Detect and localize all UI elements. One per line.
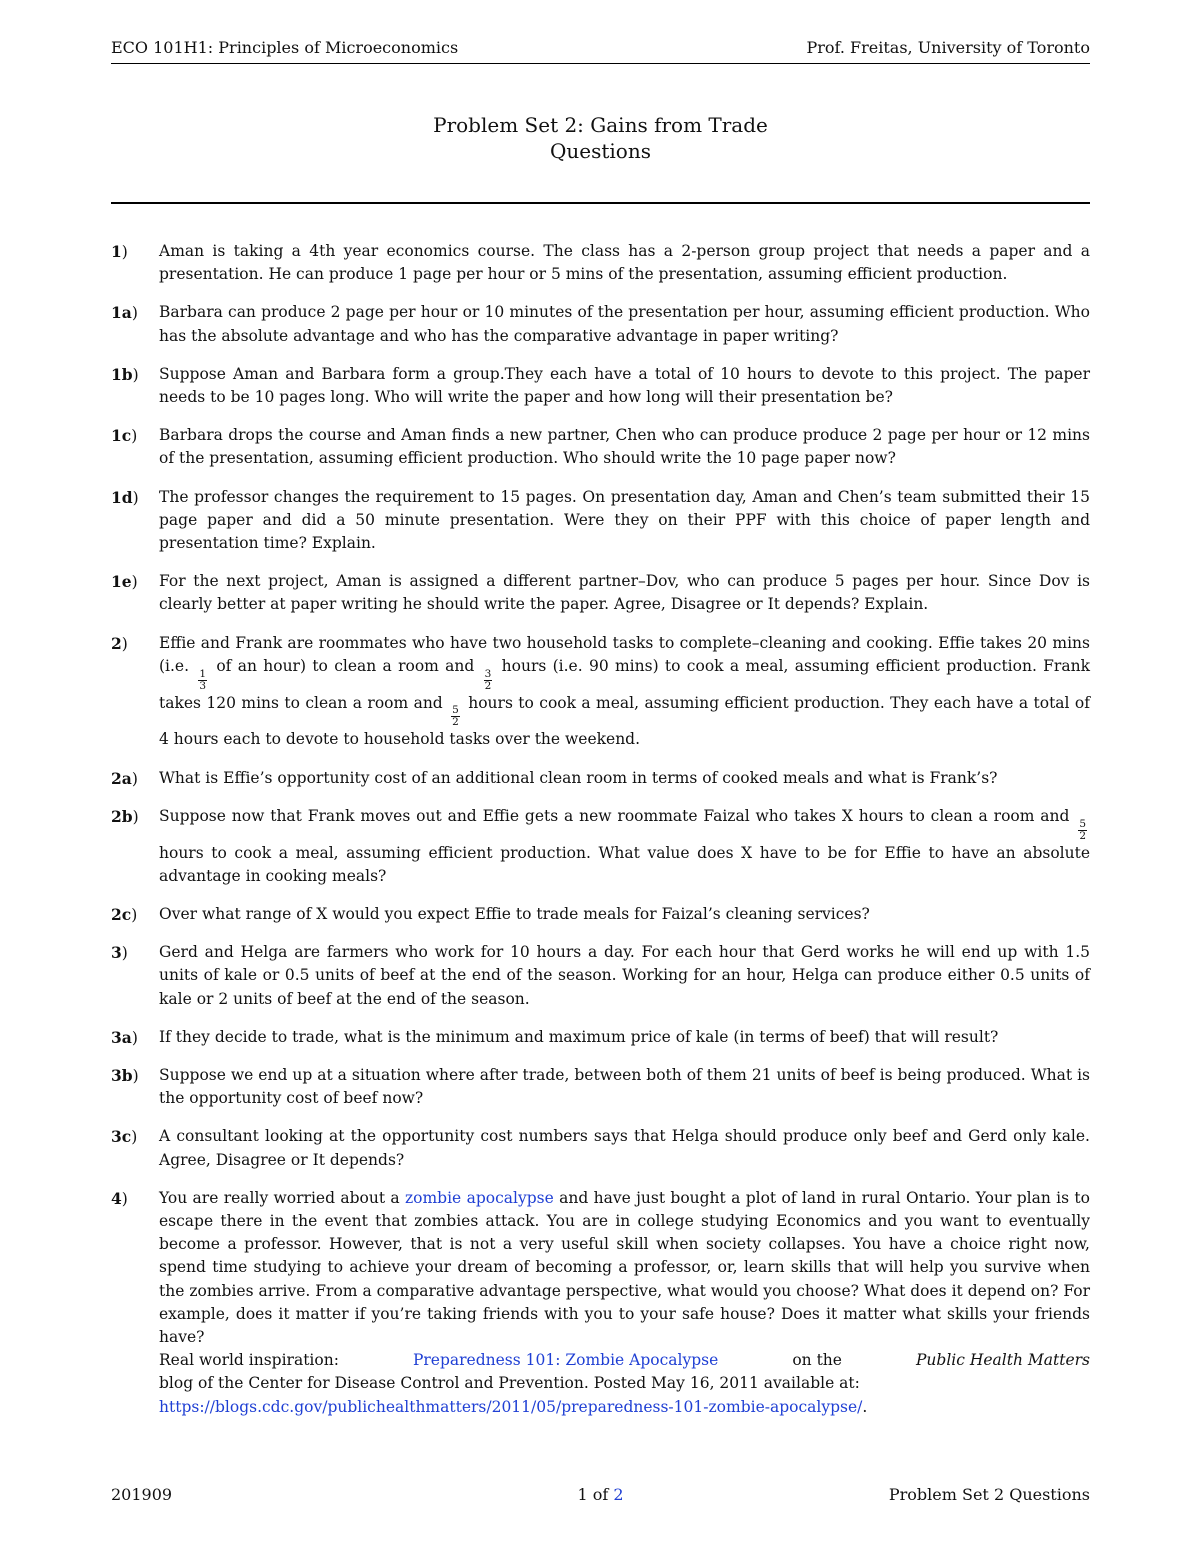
question-2a: [111, 767, 1090, 790]
question-text: A consultant looking at the opportunity cost numbers says that Helga should produce only beef and Gerd only kale. Agree, Disagree or It depends?: [159, 1127, 1090, 1169]
question-text: For the next project, Aman is assigned a different partner–Dov, who can produce 5 pages per hour. Since Dov is clearly better at paper writing he should write the paper. Agree, Disagree or It depends? Explain.: [159, 572, 1090, 614]
question-text: Suppose Aman and Barbara form a group.They each have a total of 10 hours to devote to this project. The paper needs to be 10 pages long. Who will write the paper and how long will their presentation be?: [159, 364, 1090, 407]
header-rule: [111, 63, 1090, 64]
question-number: 3): [111, 943, 128, 963]
question-number: 2b): [111, 806, 139, 826]
question-1: [111, 240, 1090, 286]
fraction-one-third: $\frac{1}{3}$: [199, 667, 207, 692]
footer-doc-title: Problem Set 2 Questions: [888, 1485, 1090, 1504]
question-number: 2c): [111, 904, 138, 924]
question-number: 4): [111, 1188, 128, 1208]
question-text-part: Suppose now that Frank moves out and Effie gets a new roommate Faizal who takes X hours to clean a room and: [159, 806, 1070, 825]
zombie-apocalypse-link[interactable]: zombie apocalypse: [404, 1188, 554, 1207]
question-number: 1a): [111, 303, 138, 323]
question-number: 1d): [111, 487, 139, 507]
fraction-five-halves: $\frac{5}{2}$: [452, 704, 459, 729]
question-3b: [111, 1064, 1090, 1110]
page-footer: [111, 1485, 1090, 1504]
fraction-three-halves: $\frac{3}{2}$: [484, 667, 492, 692]
question-text: Suppose we end up at a situation where after trade, between both of them 21 units of beef is being produced. What is the opportunity cost of beef now?: [159, 1065, 1090, 1108]
question-number: 3a): [111, 1027, 138, 1047]
question-text-part: hours to cook a meal, assuming efficient production. What value does X have to be for Effie to have an absolute advantage in cooking meals?: [159, 843, 1090, 885]
cdc-url-link[interactable]: https://blogs.cdc.gov/publichealthmatters/2011/05/preparedness-101-zombie-apocalypse/: [159, 1397, 863, 1416]
question-2c: [111, 903, 1090, 926]
question-text: What is Effie’s opportunity cost of an additional clean room in terms of cooked meals and what is Frank’s?: [159, 768, 998, 787]
question-text-part: hours (i.e. 90 mins) to cook a meal, assuming efficient production. Frank takes 120 mins to clean a room and: [159, 656, 1090, 712]
inspiration-prefix: Real world inspiration:: [159, 1351, 339, 1370]
inspiration-source: blog of the Center for Disease Control and Prevention. Posted May 16, 2011 available at:: [159, 1374, 860, 1393]
preparedness-link[interactable]: Preparedness 101: Zombie Apocalypse: [412, 1351, 719, 1370]
question-number: 1): [111, 242, 128, 261]
question-text: Over what range of X would you expect Effie to trade meals for Faizal’s cleaning services?: [159, 904, 870, 923]
question-number: 2): [111, 633, 128, 653]
question-number: 3b): [111, 1065, 139, 1085]
total-pages-link[interactable]: 2: [613, 1485, 624, 1504]
question-1b: [111, 363, 1090, 409]
document-page: [111, 0, 1090, 1553]
footer-date: 201909: [111, 1485, 173, 1504]
question-3a: [111, 1026, 1090, 1049]
question-1c: [111, 424, 1090, 470]
question-1d: [111, 486, 1090, 556]
question-number: 1b): [111, 364, 139, 384]
question-3c: [111, 1125, 1090, 1171]
question-number: 2a): [111, 768, 138, 788]
question-text-part: Effie and Frank are roommates who have two household tasks to complete–cleaning and cooking. Effie takes 20 mins (i.e.: [159, 633, 1090, 675]
question-text: Gerd and Helga are farmers who work for 10 hours a day. For each hour that Gerd works he will end up with 1.5 units of kale or 0.5 units of beef at the end of the season. Working for an hour, Helga can produce either 0.5 units of kale or 2 units of beef at the end of the season.: [159, 943, 1090, 1008]
question-2: [111, 632, 1090, 752]
fraction-five-halves: $\frac{5}{2}$: [1079, 817, 1087, 842]
running-header: [111, 38, 1090, 57]
question-number: 1e): [111, 572, 138, 592]
question-text: If they decide to trade, what is the minimum and maximum price of kale (in terms of beef) that will result?: [159, 1027, 999, 1046]
questions-list: [111, 240, 1090, 1434]
on-the-text: on the: [792, 1351, 842, 1370]
question-2b: [111, 805, 1090, 888]
professor-affiliation: Prof. Freitas, University of Toronto: [806, 38, 1090, 57]
course-title: ECO 101H1: Principles of Microeconomics: [111, 38, 459, 57]
title-rule: [111, 202, 1090, 204]
question-text: Aman is taking a 4th year economics course. The class has a 2-person group project that needs a paper and a presentation. He can produce 1 page per hour or 5 mins of the presentation, assuming efficient production.: [159, 242, 1090, 284]
question-text: Barbara can produce 2 page per hour or 10 minutes of the presentation per hour, assuming efficient production. Who has the absolute advantage and who has the comparative advantage in paper writing?: [159, 303, 1090, 345]
question-text-part: hours to cook a meal, assuming efficient production. They each have a total of 4 hours each to devote to household tasks over the weekend.: [159, 693, 1090, 749]
question-3: [111, 941, 1090, 1011]
title-block: [111, 112, 1090, 164]
question-1a: [111, 301, 1090, 347]
page-title: Problem Set 2: Gains from Trade: [433, 113, 768, 137]
blog-name: Public Health Matters: [916, 1351, 1090, 1370]
page-subtitle: Questions: [550, 139, 651, 163]
question-1e: [111, 570, 1090, 616]
page-number: 1 of 2: [577, 1485, 624, 1504]
question-text: The professor changes the requirement to 15 pages. On presentation day, Aman and Chen’s team submitted their 15 page paper and did a 50 minute presentation. Were they on their PPF with this choice of paper length and presentation time? Explain.: [159, 487, 1090, 553]
inspiration-line: [159, 1349, 1090, 1372]
question-text-part: of an hour) to clean a room and: [216, 656, 475, 675]
url-period: .: [862, 1397, 868, 1416]
question-number: 3c): [111, 1127, 138, 1147]
question-number: 1c): [111, 426, 138, 446]
question-text-part: You are really worried about a: [159, 1188, 400, 1207]
question-4: [111, 1187, 1090, 1419]
question-text: Barbara drops the course and Aman finds a new partner, Chen who can produce produce 2 page per hour or 12 mins of the presentation, assuming efficient production. Who should write the 10 page paper now?: [159, 426, 1090, 468]
inspiration-note: [159, 1349, 1090, 1419]
question-text-part: and have just bought a plot of land in rural Ontario. Your plan is to escape there in the event that zombies attack. You are in college studying Economics and you want to eventually become a professor. However, that is not a very useful skill when society collapses. You have a choice right now, spend time studying to achieve your dream of becoming a professor, or, learn skills that will help you survive when the zombies arrive. From a comparative advantage perspective, what would you choose? What does it depend on? For example, does it matter if you’re taking friends with you to your safe house? Does it matter what skills your friends have?: [159, 1188, 1090, 1346]
